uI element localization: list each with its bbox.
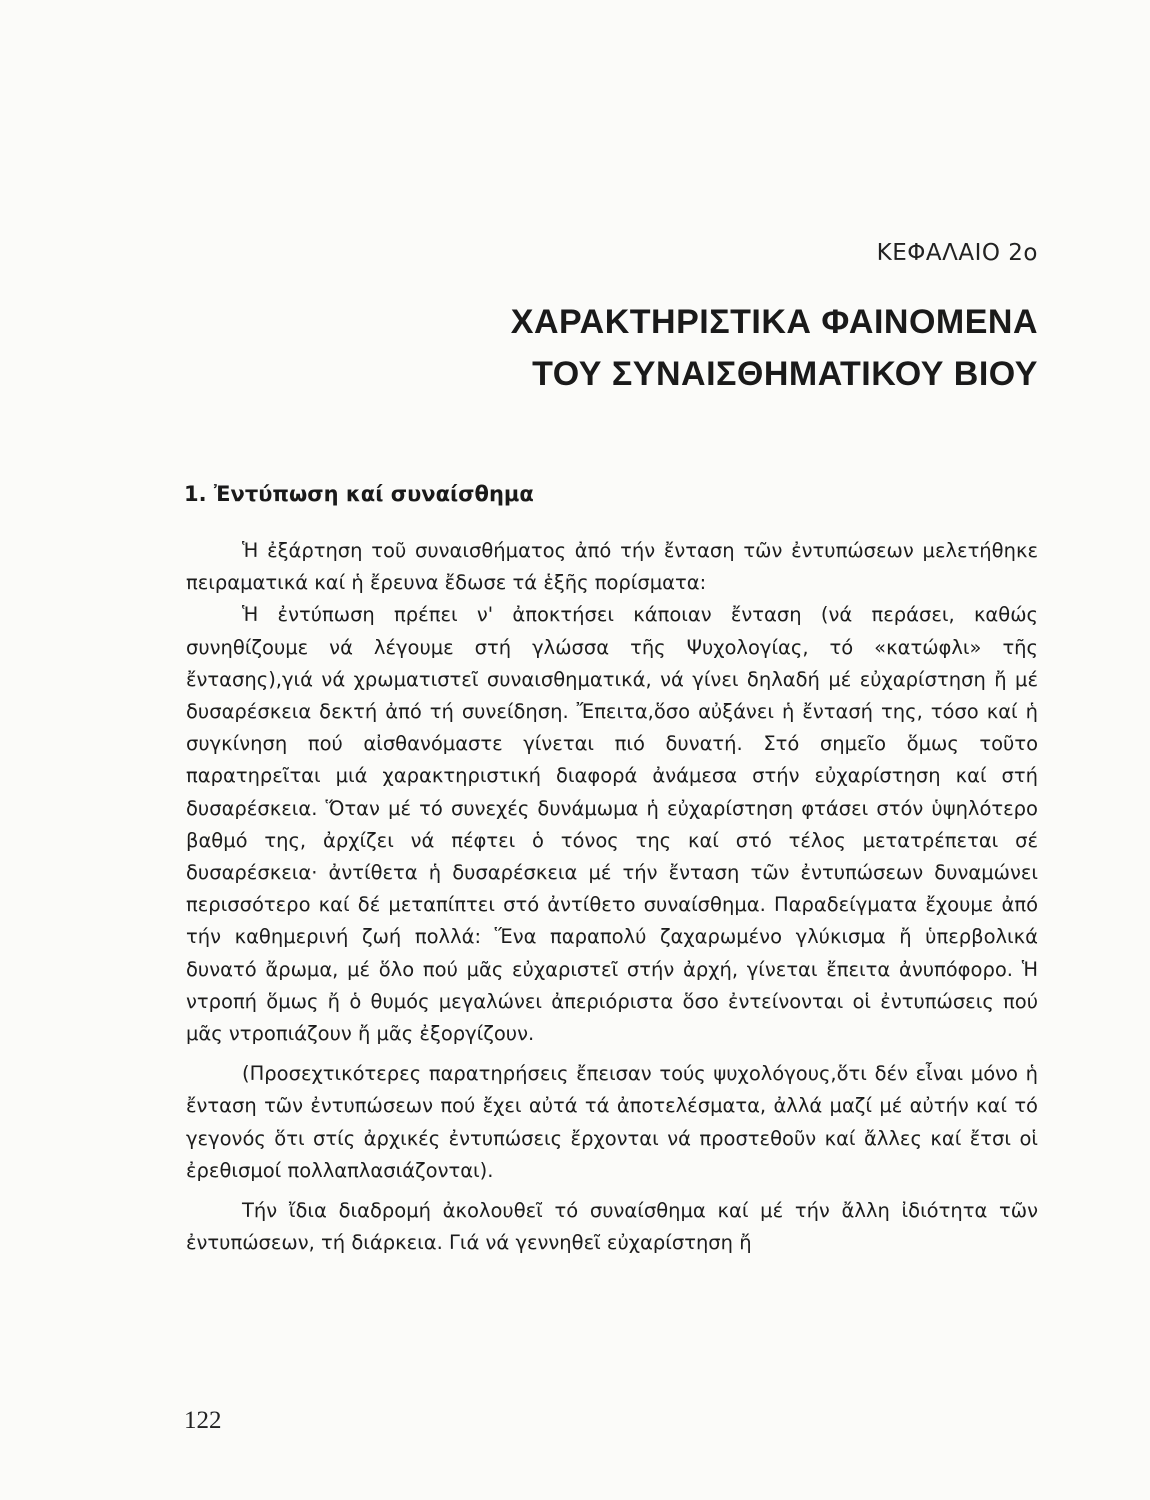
body-text (186, 535, 1038, 1259)
chapter-title-line-1: ΧΑΡΑΚΤΗΡΙΣΤΙΚΑ ΦΑΙΝΟΜΕΝΑ (510, 303, 1038, 341)
page-number: 122 (184, 1407, 222, 1434)
chapter-label: ΚΕΦΑΛΑΙΟ 2ο (876, 240, 1038, 266)
paragraph-1: Ἡ ἐξάρτηση τοῦ συναισθήματος ἀπό τήν ἔνταση τῶν ἐντυπώσεων μελετήθηκε πειραματικά καί ἡ ἔρευνα ἔδωσε τά ἑξῆς πορίσματα: (186, 539, 1038, 595)
paragraph-3: (Προσεχτικότερες παρατηρήσεις ἔπεισαν τούς ψυχολόγους,ὅτι δέν εἶναι μόνο ἡ ἔνταση τῶν ἐντυπώσεων πού ἔχει αὐτά τά ἀποτελέσματα, ἀλλά μαζί μέ αὐτήν καί τό γεγονός ὅτι στίς ἀρχικές ἐντυπώσεις ἔρχονται νά προστεθοῦν καί ἄλλες καί ἔτσι οἱ ἐρεθισμοί πολλαπλασιάζονται). (186, 1062, 1038, 1182)
section-heading: 1. Ἐντύπωση καί συναίσθημα (184, 482, 534, 506)
paragraph-4: Τήν ἴδια διαδρομή ἀκολουθεῖ τό συναίσθημα καί μέ τήν ἄλλη ἰδιότητα τῶν ἐντυπώσεων, τή διάρκεια. Γιά νά γεννηθεῖ εὐχαρίστηση ἤ (186, 1199, 1038, 1255)
chapter-title-line-2: ΤΟΥ ΣΥΝΑΙΣΘΗΜΑΤΙΚΟΥ ΒΙΟΥ (532, 355, 1038, 393)
paragraph-2: Ἡ ἐντύπωση πρέπει ν' ἀποκτήσει κάποιαν ἔνταση (νά περάσει, καθώς συνηθίζουμε νά λέγουμε στή γλώσσα τῆς Ψυχολογίας, τό «κατώφλι» τῆς ἔντασης),γιά νά χρωματιστεῖ συναισθηματικά, νά γίνει δηλαδή μέ εὐχαρίστηση ἤ μέ δυσαρέσκεια δεκτή ἀπό τή συνείδηση. Ἔπειτα,ὅσο αὐξάνει ἡ ἔντασή της, τόσο καί ἡ συγκίνηση πού αἰσθανόμαστε γίνεται πιό δυνατή. Στό σημεῖο ὅμως τοῦτο παρατηρεῖται μιά χαρακτηριστική διαφορά ἀνάμεσα στήν εὐχαρίστηση καί στή δυσαρέσκεια. Ὅταν μέ τό συνεχές δυνάμωμα ἡ εὐχαρίστηση φτάσει στόν ὑψηλότερο βαθμό της, ἀρχίζει νά πέφτει ὁ τόνος της καί στό τέλος μετατρέπεται σέ δυσαρέσκεια· ἀντίθετα ἡ δυσαρέσκεια μέ τήν ἔνταση τῶν ἐντυπώσεων δυναμώνει περισσότερο καί δέ μεταπίπτει στό ἀντίθετο συναίσθημα. Παραδείγματα ἔχουμε ἀπό τήν καθημερινή ζωή πολλά: Ἕνα παραπολύ ζαχαρωμένο γλύκισμα ἤ ὑπερβολικά δυνατό ἄρωμα, μέ ὅλο πού μᾶς εὐχαριστεῖ στήν ἀρχή, γίνεται ἔπειτα ἀνυπόφορο. Ἡ ντροπή ὅμως ἤ ὁ θυμός μεγαλώνει ἀπεριόριστα ὅσο ἐντείνονται οἱ ἐντυπώσεις πού μᾶς ντροπιάζουν ἤ μᾶς ἐξοργίζουν. (186, 603, 1038, 1046)
chapter-title (338, 296, 1038, 400)
